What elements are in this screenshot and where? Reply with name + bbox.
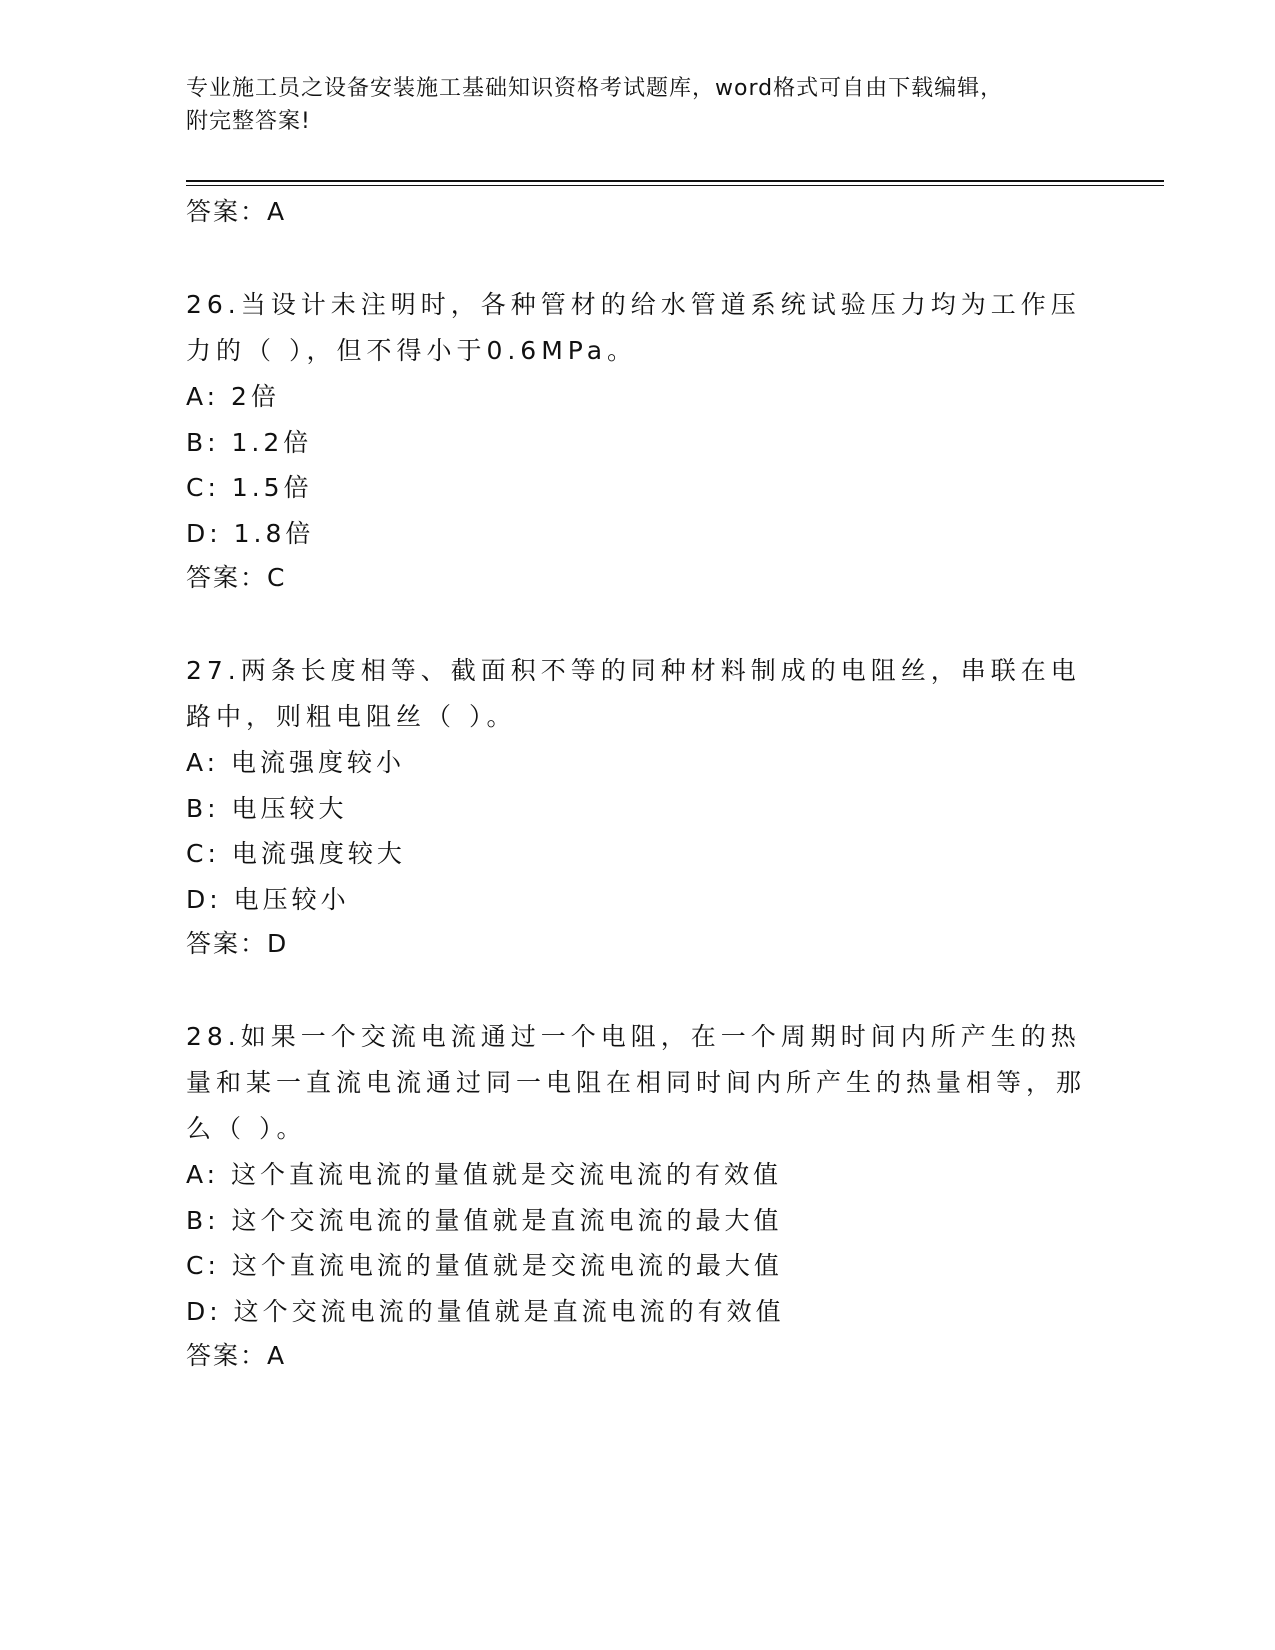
option-c: C: 1.5倍 — [186, 473, 313, 502]
option-d: D: 这个交流电流的量值就是直流电流的有效值 — [186, 1296, 785, 1326]
option-a: A: 电流强度较小 — [186, 748, 406, 777]
option-a: A: 这个直流电流的量值就是交流电流的有效值 — [186, 1160, 783, 1189]
option-c: C: 这个直流电流的量值就是交流电流的最大值 — [186, 1251, 783, 1280]
header-divider-thick — [186, 180, 1164, 182]
option-b: B: 电压较大 — [186, 793, 348, 823]
question-28 — [186, 1014, 1086, 1378]
question-stem: 27.两条长度相等、截面积不等的同种材料制成的电阻丝，串联在电路中，则粗电阻丝（ ）。 — [186, 656, 1081, 731]
header-line-1: 专业施工员之设备安装施工基础知识资格考试题库，word格式可自由下载编辑， — [186, 76, 1004, 101]
question-27 — [186, 648, 1086, 966]
previous-answer: 答案：A — [186, 197, 287, 226]
option-d: D: 1.8倍 — [186, 518, 315, 548]
question-list — [186, 190, 1086, 1378]
question-answer: 答案：C — [186, 563, 287, 592]
option-d: D: 电压较小 — [186, 884, 350, 914]
document-header — [186, 72, 1066, 138]
header-divider-thin — [186, 185, 1164, 186]
option-b: B: 这个交流电流的量值就是直流电流的最大值 — [186, 1205, 783, 1235]
option-b: B: 1.2倍 — [186, 427, 313, 457]
question-26 — [186, 282, 1086, 600]
question-stem: 26.当设计未注明时，各种管材的给水管道系统试验压力均为工作压力的（ ），但不得小于0.6MPa。 — [186, 290, 1081, 365]
question-answer: 答案：A — [186, 1341, 287, 1370]
header-line-2: 附完整答案! — [186, 109, 311, 134]
question-answer: 答案：D — [186, 929, 289, 958]
option-c: C: 电流强度较大 — [186, 839, 406, 868]
question-stem: 28.如果一个交流电流通过一个电阻，在一个周期时间内所产生的热量和某一直流电流通过同一电阻在相同时间内所产生的热量相等，那么（ ）。 — [186, 1022, 1087, 1143]
option-a: A: 2倍 — [186, 382, 280, 411]
